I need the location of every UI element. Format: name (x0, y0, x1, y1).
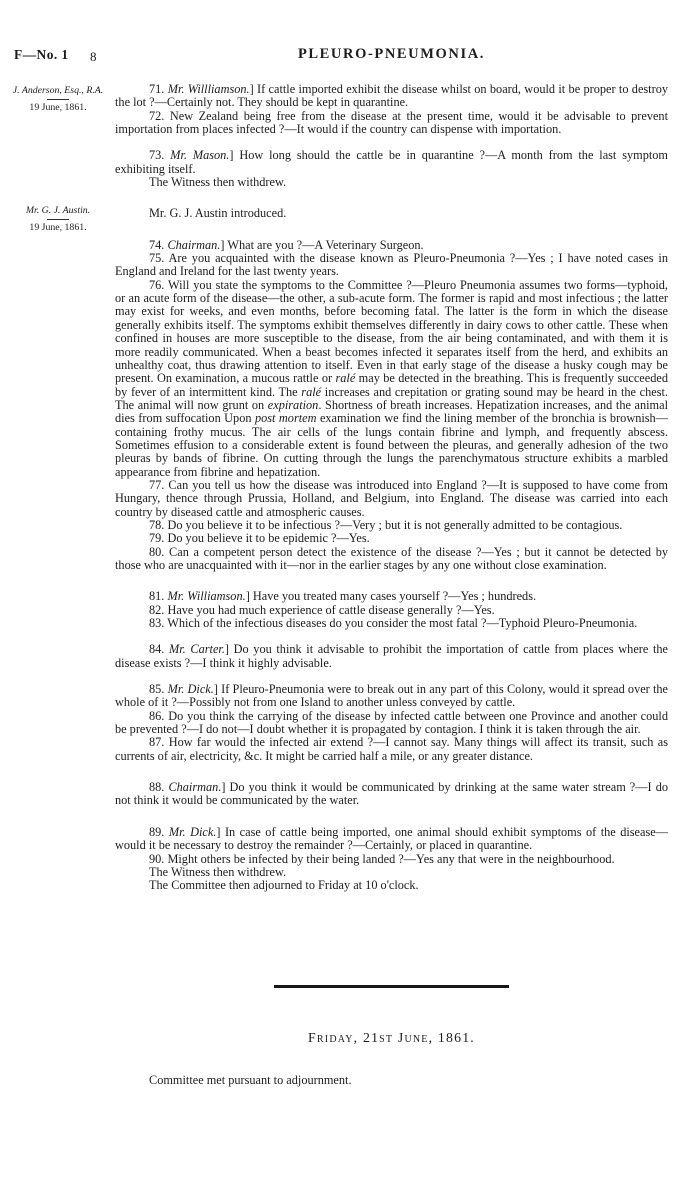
margin-note-austin (5, 205, 111, 234)
speaker-or-term-italic: ralé (335, 371, 356, 386)
text-segment: ] If Pleuro-Pneumonia were to break out in any part of this Colony, would it spread over the whole of it ?—Possibly not from one Island to another unless conveyed by cattle. (115, 682, 668, 710)
text-segment: 78. Do you believe it to be infectious ?—Very ; but it is not generally admitted to be contagious. (149, 517, 623, 532)
text-segment: 90. Might others be infected by their being landed ?—Yes any that were in the neighbourhood. (149, 851, 615, 866)
speaker-or-term-italic: expiration (267, 397, 319, 412)
page-header (0, 46, 700, 66)
text-segment: 82. Have you had much experience of cattle disease generally ?—Yes. (149, 602, 495, 617)
testimony-paragraph (115, 110, 668, 137)
text-segment: may be detected in the breathing. This is frequently succeeded by fever of an intermittent kind. The (115, 371, 668, 399)
page-title: PLEURO-PNEUMONIA. (297, 46, 486, 62)
speaker-or-term-italic: Mr. Dick. (168, 824, 217, 839)
text-segment: 80. Can a competent person detect the existence of the disease ?—Yes ; but it cannot be detected by those who are unacquainted with it—nor in the earlier stages by any one without close examination. (115, 544, 668, 572)
text-segment: Mr. G. J. Austin introduced. (149, 206, 287, 221)
text-segment: The Witness then withdrew. (149, 864, 287, 879)
testimony-paragraph (115, 879, 668, 892)
text-segment: 87. How far would the infected air extend ?—I cannot say. Many things will affect its transit, such as currents of air, electricity, &c. It might be carried half a mile, or any greater distance. (115, 735, 668, 763)
margin-note-rule (47, 99, 69, 100)
text-segment: ] Do you think it advisable to prohibit the importation of cattle from places where the disease exists ?—I think it highly advisable. (115, 642, 668, 670)
text-segment: 85. (149, 682, 168, 697)
testimony-paragraph (115, 207, 668, 220)
speaker-or-term-italic: Mr. Williamson. (167, 589, 246, 604)
testimony (115, 83, 668, 893)
testimony-paragraph (115, 617, 668, 630)
testimony-paragraph (115, 546, 668, 573)
text-segment: ] Do you think it would be communicated by drinking at the same water stream ?—I do not think it would be communicated by the water. (115, 780, 669, 808)
session-date-heading: Friday, 21st June, 1861. (308, 1029, 475, 1045)
text-segment: ] What are you ?—A Veterinary Surgeon. (220, 237, 424, 252)
text-segment: ] If cattle imported exhibit the disease whilst on board, would it be proper to destroy the lot ?—Certainly not. They should be kept in quarantine. (115, 82, 668, 110)
text-segment: 77. Can you tell us how the disease was introduced into England ?—It is supposed to have come from Hungary, thence through Prussia, Holland, and Belgium, into England. The disease was carried into each country by diseased cattle and atmospheric causes. (115, 477, 668, 519)
text-segment: The Committee then adjourned to Friday at 10 o'clock. (149, 878, 419, 893)
speaker-or-term-italic: ralé (301, 384, 322, 399)
text-segment: 79. Do you believe it to be epidemic ?—Yes. (149, 531, 370, 546)
testimony-paragraph (115, 239, 668, 252)
text-segment: examination we find the lining member of the bronchia is brownish—containing frothy mucus. The air cells of the lungs contain fibrine and lymph, and frequently abscess. Sometimes effusion to a considerable extent is found between the pleuras, and generally adhesion of the two pleuras by bands of fibrine. On cutting through the lungs the parenchymatous structure exhibits a marbled appearance from fibrine and hepatization. (115, 411, 668, 479)
doc-reference: F—No. 1 (14, 47, 69, 62)
testimony-paragraph (115, 826, 668, 853)
text-segment: 86. Do you think the carrying of the disease by infected cattle between one Province and another could be prevented ?—I do not—I doubt whether it is propagated by contagion. I think it is taken through the air. (115, 708, 668, 737)
testimony-paragraph (115, 279, 668, 479)
testimony-paragraph (115, 479, 668, 519)
testimony-paragraph (115, 710, 668, 737)
testimony-paragraph (115, 604, 668, 617)
testimony-paragraph (115, 532, 668, 545)
speaker-or-term-italic: Chairman. (167, 237, 221, 252)
text-segment: 81. (149, 589, 168, 604)
testimony-paragraph (115, 643, 668, 670)
margin-note-rule (47, 219, 69, 220)
speaker-or-term-italic: Mr. Mason. (170, 148, 230, 163)
testimony-paragraph (115, 683, 668, 710)
speaker-or-term-italic: Mr. Carter. (169, 642, 225, 657)
section-divider-rule (274, 985, 509, 988)
speaker-or-term-italic: Mr. Willliamson. (167, 82, 250, 96)
text-segment: 88. (149, 780, 169, 795)
witness-name: J. Anderson, Esq., R.A. (12, 85, 104, 96)
speaker-or-term-italic: Chairman. (168, 780, 222, 795)
text-segment: 71. (149, 82, 168, 96)
testimony-paragraph (115, 736, 668, 763)
text-segment: 72. New Zealand being free from the disease at the present time, would it be advisable to prevent importation from places infected ?—It would if the country can dispense with importation. (115, 108, 668, 137)
testimony-paragraph (115, 781, 668, 808)
text-segment: 74. (149, 237, 168, 252)
text-segment: 89. (149, 824, 169, 839)
page-number: 8 (90, 49, 97, 64)
text-segment: 73. (149, 148, 171, 163)
speaker-or-term-italic: post mortem (254, 411, 317, 426)
session-break (115, 985, 668, 1088)
testimony-date: 19 June, 1861. (29, 102, 87, 113)
testimony-date: 19 June, 1861. (29, 222, 87, 233)
margin-note-anderson (5, 85, 111, 114)
testimony-paragraph (115, 252, 668, 279)
testimony-paragraph (115, 590, 668, 603)
text-segment: 76. Will you state the symptoms to the Committee ?—Pleuro Pneumonia assumes two forms—typhoid, or an acute form of the disease—the other, a sub-acute form. The former is rapid and most infectious ; the latter may exist for weeks, and even months, before becoming fatal. The latter is the form in which the disease generally exhibits itself. The symptoms exhibit themselves differently in dairy cows to other cattle. These when confined in houses are more susceptible to the disease, from the air being contaminated, and with them it is more readily communicated. When a beast becomes infected it separates itself from the herd, and exhibits an unhealthy coat, thus drawing attention to itself. Even in that early stage of the disease a husky cough may be present. On examination, a mucous rattle or (115, 277, 668, 386)
testimony-paragraph (115, 853, 668, 866)
text-segment: 75. Are you acquainted with the disease known as Pleuro-Pneumonia ?—Yes ; I have noted cases in England and Ireland for the last twenty years. (115, 251, 668, 279)
text-segment: . Shortness of breath increases. Hepatization increases, and the animal dies from suffocation Upon (115, 397, 668, 426)
speaker-or-term-italic: Mr. Dick. (167, 682, 214, 697)
text-segment: 83. Which of the infectious diseases do you consider the most fatal ?—Typhoid Pleuro-Pneumonia. (149, 616, 638, 631)
testimony-paragraph (115, 866, 668, 879)
text-segment: ] In case of cattle being imported, one animal should exhibit symptoms of the disease—would it be necessary to destroy the remainder ?—Certainly, or placed in quarantine. (115, 824, 669, 853)
text-segment: ] How long should the cattle be in quarantine ?—A month from the last symptom exhibiting itself. (115, 148, 668, 176)
text-segment: The Witness then withdrew. (149, 175, 287, 190)
session-opening-line: Committee met pursuant to adjournment. (149, 1072, 352, 1087)
text-segment: increases and crepitation or grating sound may be heard in the chest. The animal will now grunt on (115, 384, 668, 412)
text-segment: 84. (149, 642, 170, 657)
testimony-paragraph (115, 176, 668, 189)
testimony-paragraph (115, 519, 668, 532)
witness-name: Mr. G. J. Austin. (25, 205, 91, 216)
testimony-paragraph (115, 149, 668, 176)
testimony-paragraph (115, 83, 668, 110)
text-segment: ] Have you treated many cases yourself ?—Yes ; hundreds. (245, 589, 537, 604)
